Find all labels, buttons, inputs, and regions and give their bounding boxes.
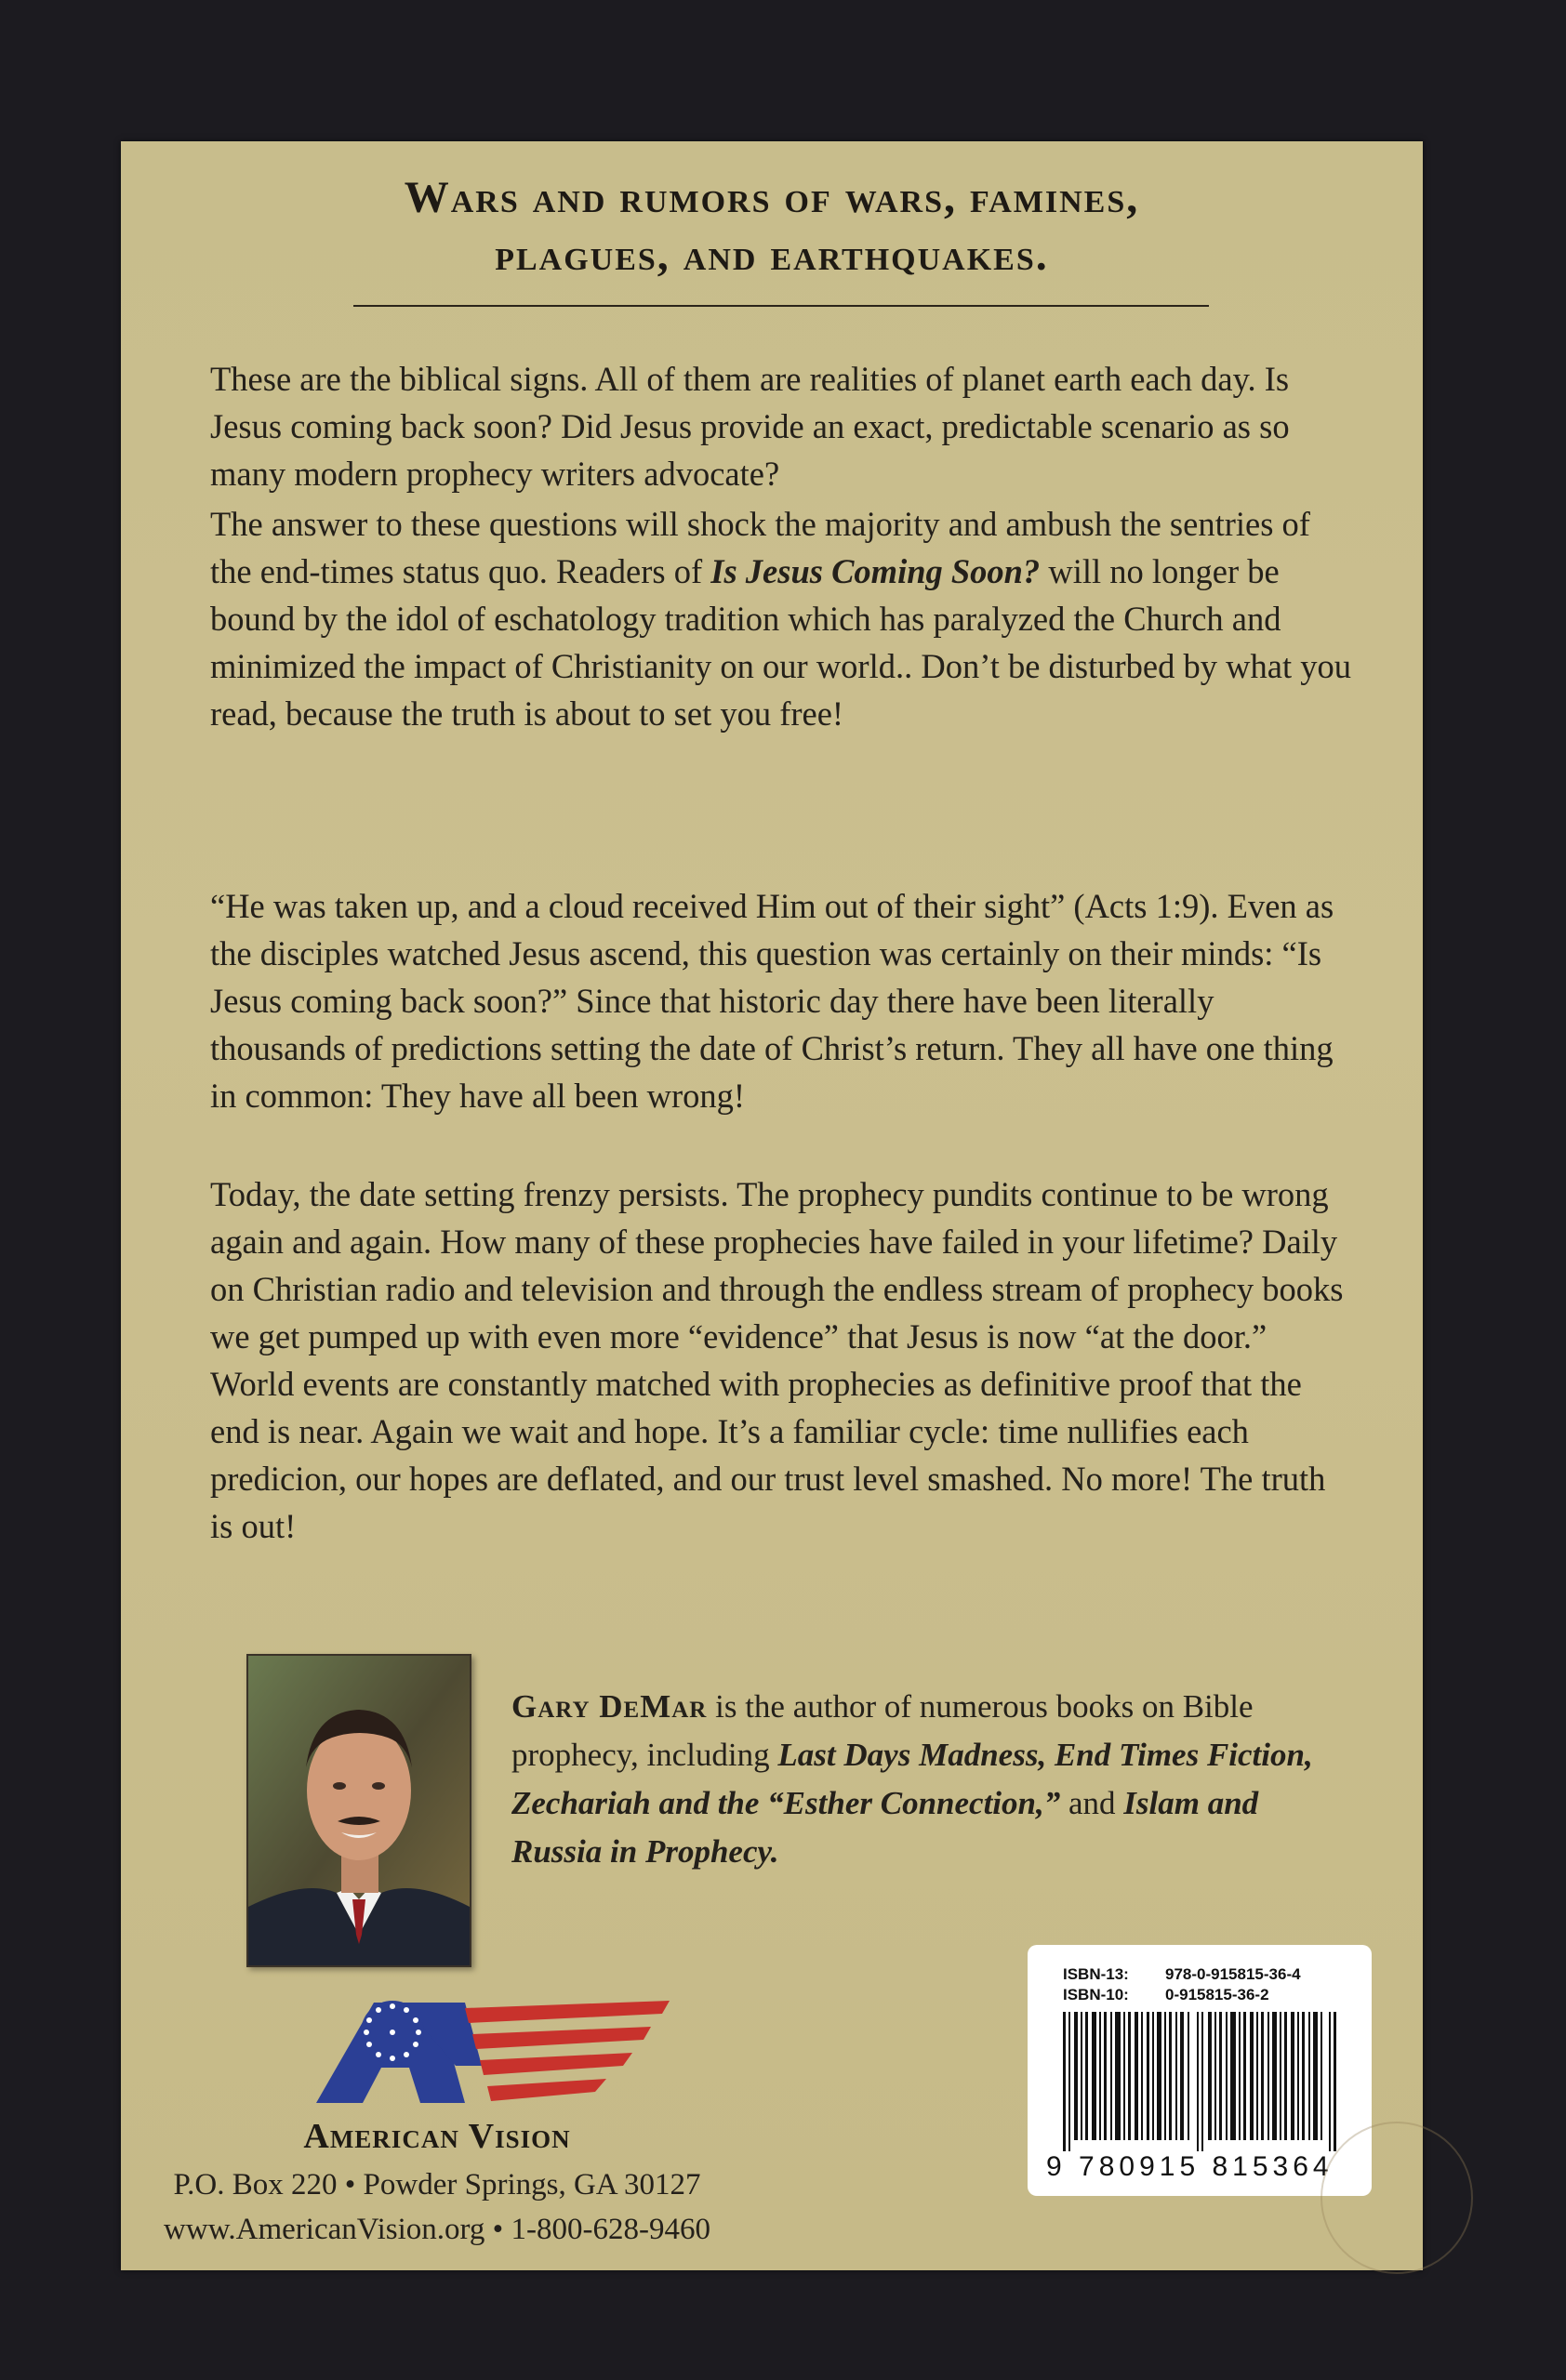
bio-and: and: [1060, 1785, 1124, 1821]
publisher-address: P.O. Box 220 • Powder Springs, GA 30127: [173, 2168, 701, 2202]
book-last-days-madness: Last Days Madness,: [777, 1737, 1047, 1773]
book-zechariah: Zechariah and the “Esther Connection,”: [511, 1785, 1061, 1821]
american-vision-logo: [316, 1991, 679, 2108]
publisher-name: American Vision: [303, 2117, 571, 2156]
isbn-13-value: 978-0-915815-36-4: [1165, 1965, 1301, 1983]
bookstore-stamp: [1320, 2122, 1473, 2274]
bio-intro: is the author of numerous books on Bible prophecy, including: [511, 1688, 1254, 1773]
book-islam-russia: Islam and Russia in Prophecy.: [511, 1785, 1259, 1870]
paragraph-4: Today, the date setting frenzy persists. The prophecy pundits continue to be wrong again and again. How many of these prophecies have failed in your lifetime? Daily on Christian radio and television and through the endless stream of prophecy books we get pumped up with even more “evidence” that Jesus is now “at the door.” World events are constantly matched with prophecies as definitive proof that the end is near. Again we wait and hope. It’s a familiar cycle: time nullifies each predicion, our hopes are deflated, and our trust level smashed. No more! The truth is out!: [210, 1175, 1344, 1545]
author-photo: [246, 1654, 471, 1967]
author-bio: [511, 1683, 1330, 1876]
isbn-10-label: ISBN-10:: [1063, 1986, 1129, 2003]
headline: [121, 169, 1423, 284]
headline-line-1: Wars and rumors of wars, famines,: [404, 173, 1140, 222]
paragraph-3: “He was taken up, and a cloud received Him out of their sight” (Acts 1:9). Even as the disciples watched Jesus ascend, this question was certainly on their minds: “Is Jesus coming back soon?” Since that historic day there have been literally thousands of predictions setting the date of Christ’s return. They all have one thing in common: They have all been wrong!: [210, 887, 1334, 1115]
headline-line-2: plagues, and earthquakes.: [495, 231, 1049, 280]
paragraph-1: These are the biblical signs. All of them are realities of planet earth each day. Is Jesus coming back soon? Did Jesus provide an exact, predictable scenario as so many modern prophecy writers advocate?: [210, 360, 1290, 493]
paragraph-2: [210, 500, 1354, 737]
publisher-contact: www.AmericanVision.org • 1-800-628-9460: [164, 2213, 710, 2246]
isbn-10-value: 0-915815-36-2: [1165, 1986, 1269, 2003]
paragraph-2-start: The answer to these questions will shock the majority and ambush the sentries of the end-times status quo. Readers of: [210, 505, 1310, 590]
back-cover: [121, 141, 1423, 2270]
barcode-bars: [1063, 2012, 1342, 2151]
headline-divider: [353, 305, 1209, 307]
barcode-digits: 9 780915 815364: [1046, 2151, 1334, 2182]
isbn-13-row: [1063, 1965, 1301, 1984]
book-title: Is Jesus Coming Soon?: [710, 552, 1041, 590]
isbn-10-row: [1063, 1986, 1269, 2004]
isbn-barcode: [1028, 1945, 1372, 2196]
author-name: Gary DeMar: [511, 1688, 708, 1725]
isbn-13-label: ISBN-13:: [1063, 1965, 1129, 1983]
book-end-times-fiction: End Times Fiction,: [1054, 1737, 1313, 1773]
paragraph-2-end: will no longer be bound by the idol of eschatology tradition which has paralyzed the Church and minimized the impact of Christianity on our world.. Don’t be disturbed by what you read, because the truth is about to set you free!: [210, 552, 1351, 733]
